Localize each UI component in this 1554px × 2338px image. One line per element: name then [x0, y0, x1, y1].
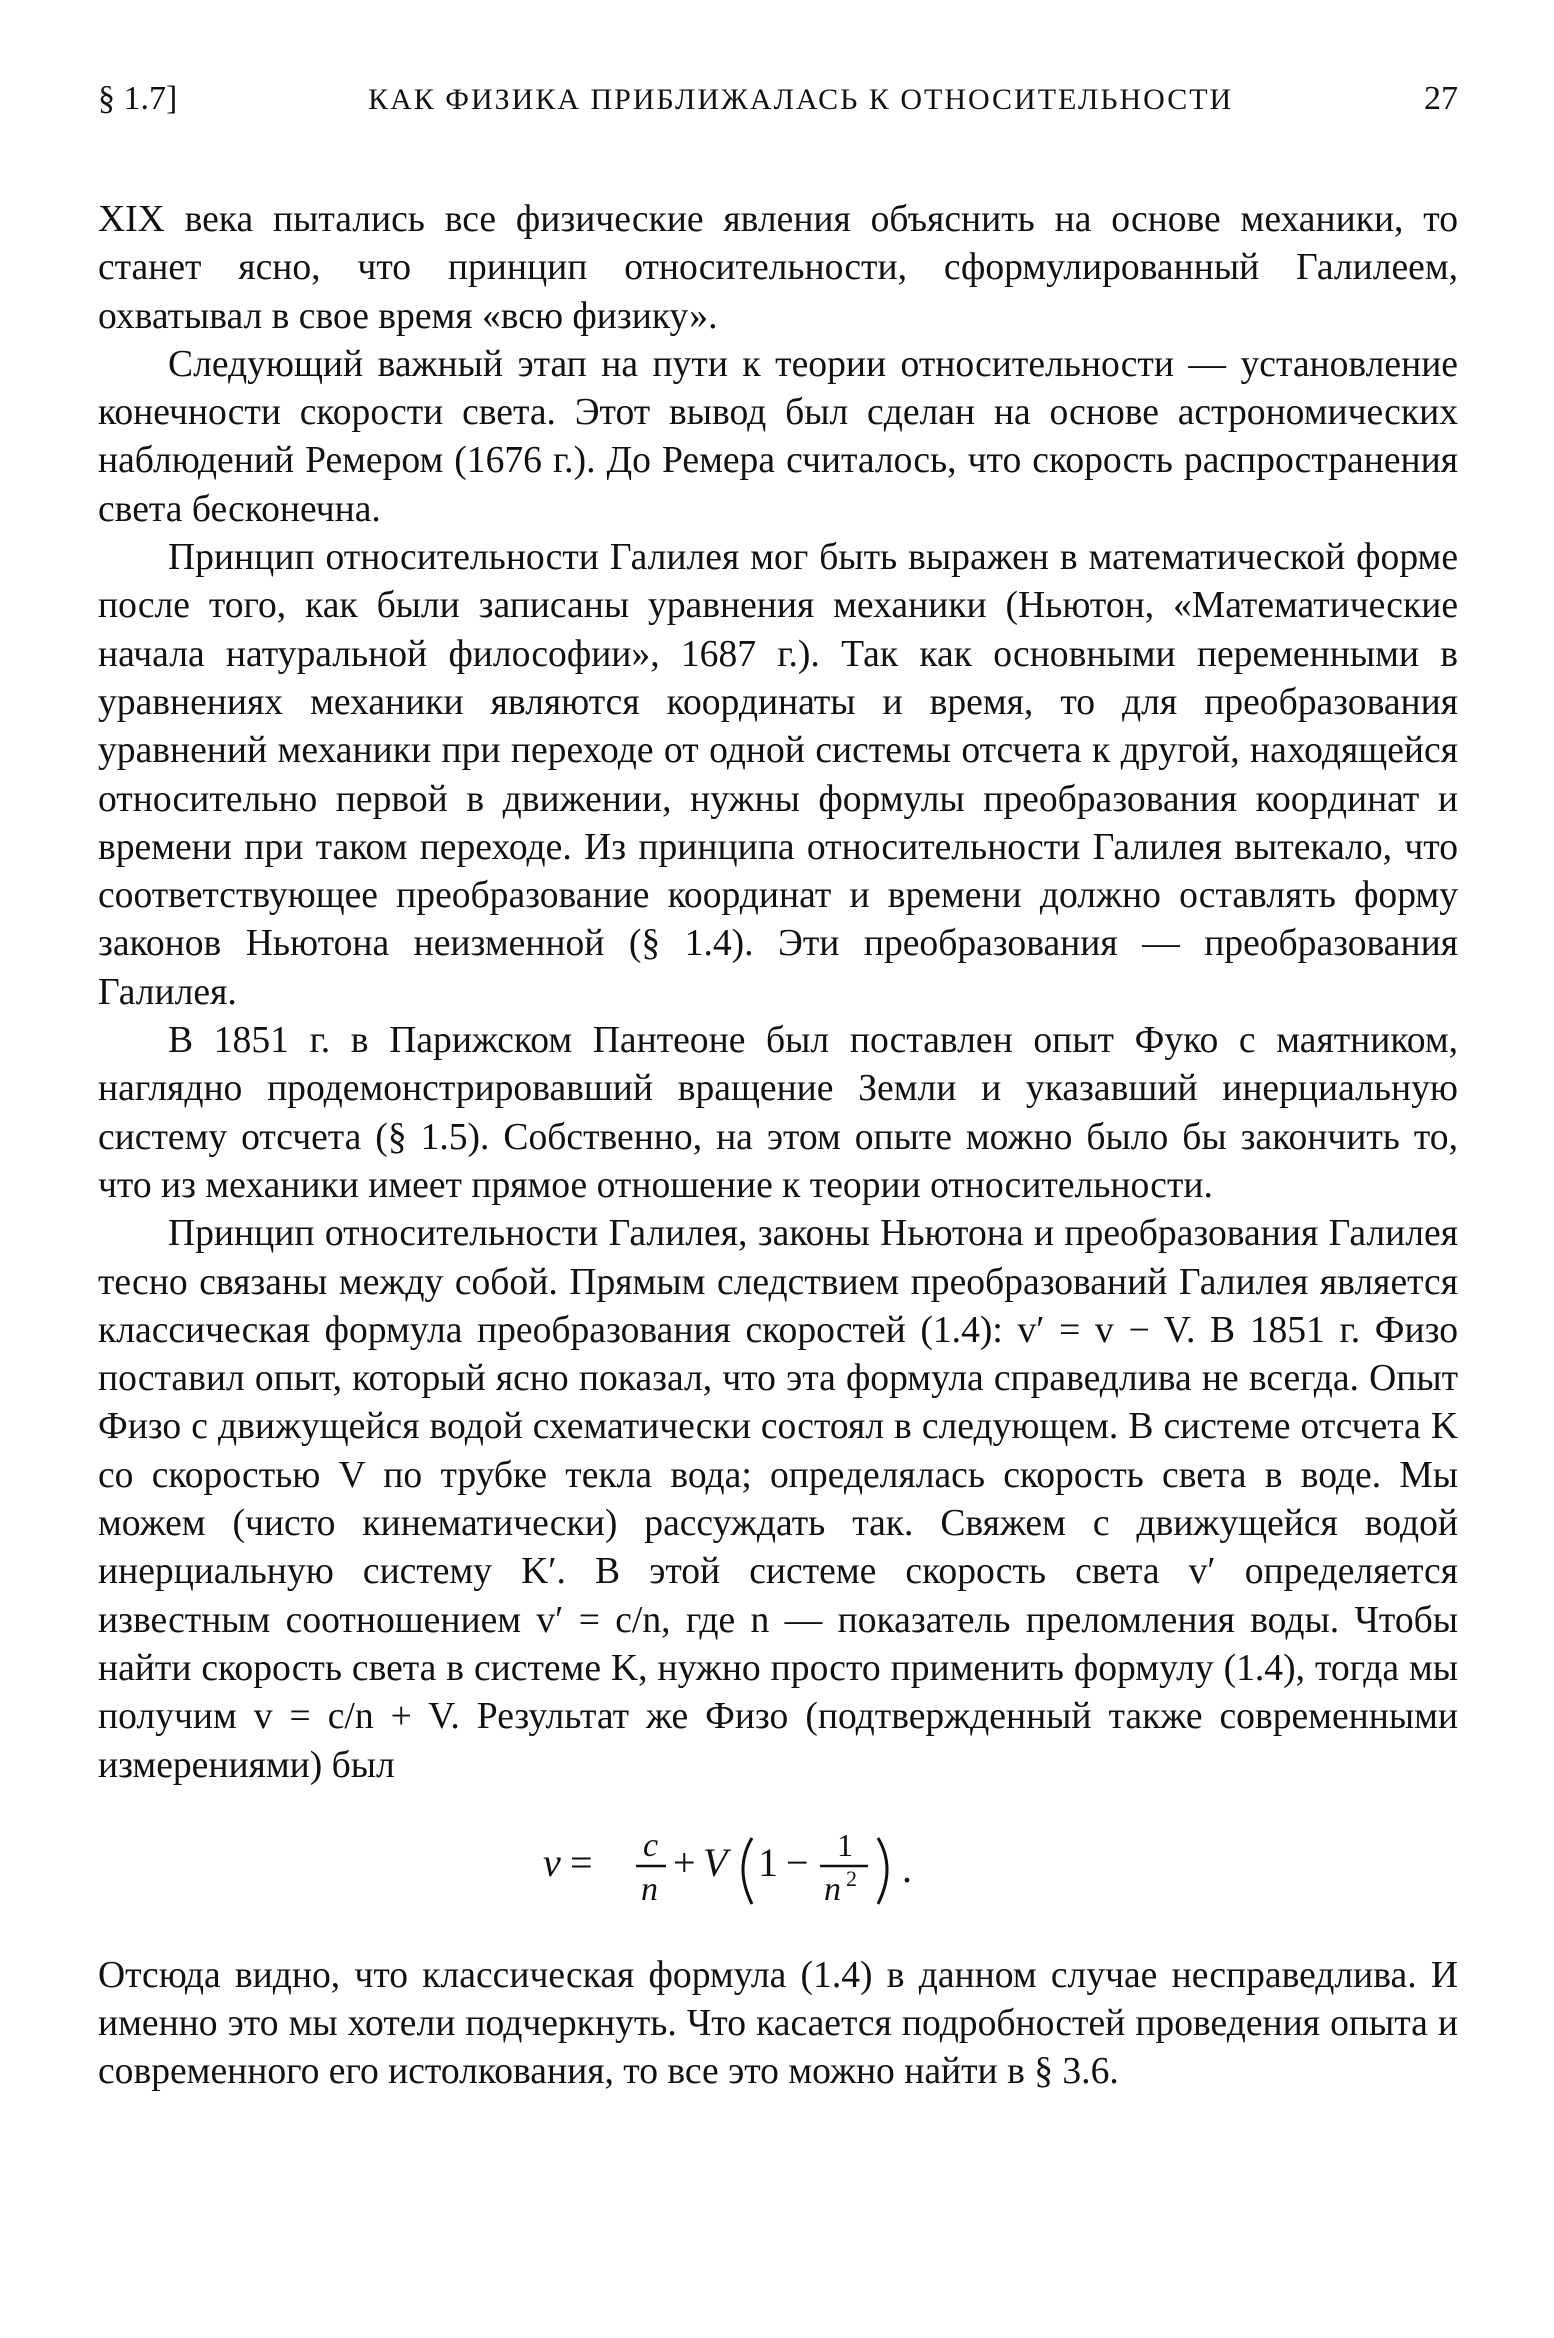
- header-title: КАК ФИЗИКА ПРИБЛИЖАЛАСЬ К ОТНОСИТЕЛЬНОСТИ: [368, 83, 1234, 116]
- paragraph-6: Отсюда видно, что классическая формула (1.4) в данном случае несправедлива. И именно это мы хотели подчеркнуть. Что касается подробностей проведения опыта и современного его истолкования, то все это можно найти в § 3.6.: [98, 1954, 1458, 2093]
- formula-plus: +: [673, 1839, 696, 1885]
- paragraph-5: Принцип относительности Галилея, законы Ньютона и преобразования Галилея тесно связаны между собой. Прямым следствием преобразований Галилея является классическая формула преобразования скоростей (1.4): v′ = v − V. В 1851 г. Физо поставил опыт, который ясно показал, что эта формула справедлива не всегда. Опыт Физо с движущейся водой схематически состоял в следующем. В системе отсчета K со скоростью V по трубке текла вода; определялась скорость света в воде. Мы можем (чисто кинематически) рассуждать так. Свяжем с движущейся водой инерциальную систему K′. В этой системе скорость света v′ определяется известным соотношением v′ = c/n, где n — показатель преломления воды. Чтобы найти скорость света в системе K, нужно просто применить формулу (1.4), тогда мы получим v = c/n + V. Результат же Физо (подтвержденный также современными измерениями) был: [98, 1213, 1458, 1786]
- header-section: § 1.7]: [98, 80, 178, 117]
- page: [98, 80, 1458, 2097]
- formula-V: V: [703, 1839, 728, 1885]
- formula-lhs: v: [543, 1839, 561, 1885]
- formula-one: 1: [758, 1839, 778, 1885]
- paragraph-2: Следующий важный этап на пути к теории относительности — установление конечности скорости света. Этот вывод был сделан на основе астрономических наблюдений Ремером (1676 г.). До Ремера считалось, что скорость распространения света бесконечна.: [98, 343, 1458, 530]
- paragraph-1: XIX века пытались все физические явления объяснить на основе механики, то станет ясно, что принцип относительности, сформулированный Галилеем, охватывал в свое время «всю физику».: [98, 199, 1458, 337]
- formula-minus: −: [786, 1839, 809, 1885]
- fizeau-formula: [98, 1794, 1458, 1944]
- formula-left-paren: [743, 1838, 752, 1904]
- formula-right-paren: [878, 1838, 887, 1904]
- body-text: [98, 196, 1458, 2097]
- paragraph-3: Принцип относительности Галилея мог быть выражен в математической форме после того, как были записаны уравнения механики (Ньютон, «Математические начала натуральной философии», 1687 г.). Так как основными переменными в уравнениях механики являются координаты и время, то для преобразования уравнений механики при переходе от одной системы отсчета к другой, находящейся относительно первой в движении, нужны формулы преобразования координат и времени при таком переходе. Из принципа относительности Галилея вытекало, что соответствующее преобразование координат и времени должно оставлять форму законов Ньютона неизменной (§ 1.4). Эти преобразования — преобразования Галилея.: [98, 537, 1458, 1013]
- running-header: [98, 80, 1458, 140]
- formula-exponent: 2: [846, 1865, 857, 1891]
- formula-equals: =: [570, 1839, 593, 1885]
- paragraph-4: В 1851 г. в Парижском Пантеоне был поставлен опыт Фуко с маятником, наглядно продемонстрировавший вращение Земли и указавший инерциальную систему отсчета (§ 1.5). Собственно, на этом опыте можно было бы закончить то, что из механики имеет прямое отношение к теории относительности.: [98, 1020, 1458, 1206]
- formula-svg: [98, 1794, 1458, 1944]
- formula-frac2-num: 1: [837, 1826, 853, 1863]
- formula-frac2-den: n: [824, 1870, 841, 1908]
- page-number: 27: [1423, 80, 1458, 117]
- formula-frac1-num: c: [643, 1826, 659, 1864]
- formula-frac1-den: n: [641, 1870, 658, 1908]
- formula-end-dot: .: [902, 1845, 912, 1891]
